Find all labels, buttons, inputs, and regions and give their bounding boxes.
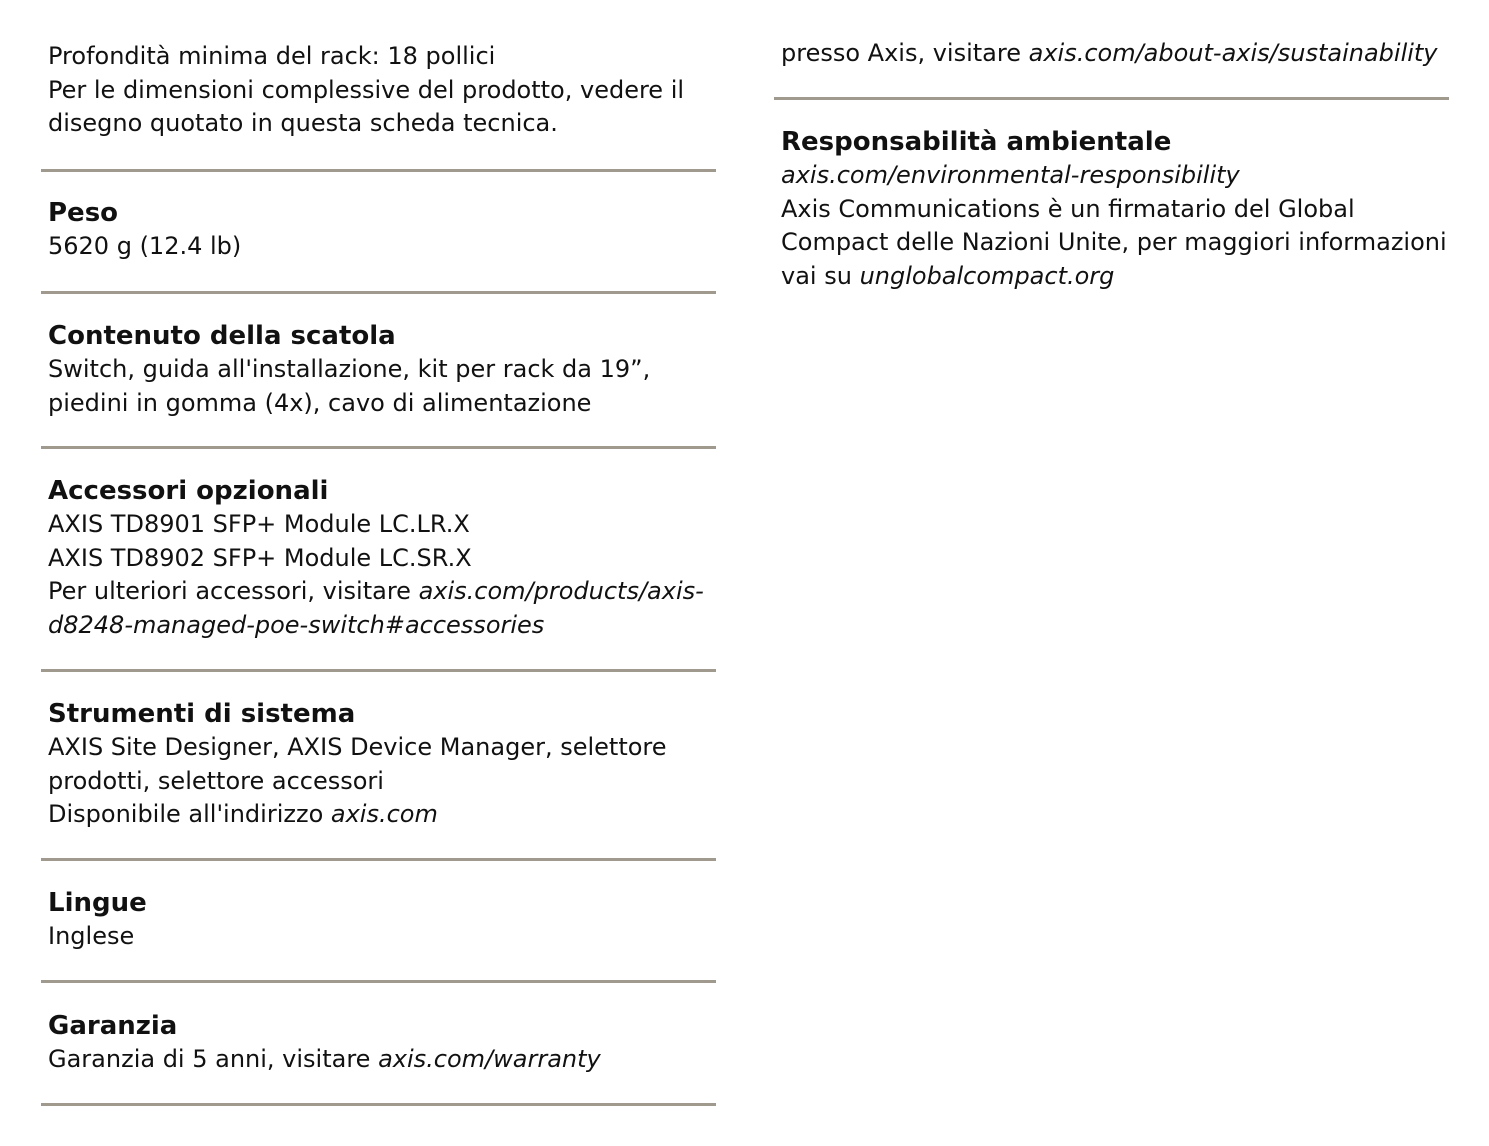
- languages-heading: Lingue: [48, 888, 147, 918]
- weight-section: [41, 196, 716, 264]
- accessory-item: AXIS TD8902 SFP+ Module LC.SR.X: [48, 543, 472, 572]
- environmental-responsibility-link[interactable]: axis.com/environmental-responsibility: [781, 161, 1240, 189]
- rack-depth-text: Profondità minima del rack: 18 pollici: [48, 42, 496, 70]
- system-tools-heading: Strumenti di sistema: [48, 699, 356, 729]
- optional-accessories-heading: Accessori opzionali: [48, 476, 329, 506]
- accessories-link[interactable]: axis.com/products/axis-: [418, 577, 704, 605]
- environmental-link-line: [774, 159, 1449, 193]
- environmental-responsibility-section: [774, 125, 1449, 293]
- box-contents-line-2: piedini in gomma (4x), cavo di alimentazione: [48, 388, 592, 417]
- global-compact-line-2: Compact delle Nazioni Unite, per maggiori informazioni: [781, 228, 1447, 256]
- accessories-link-continued[interactable]: d8248-managed-poe-switch#accessories: [48, 610, 545, 639]
- accessories-link-line: [41, 575, 716, 609]
- accessory-item: AXIS TD8901 SFP+ Module LC.LR.X: [48, 510, 470, 538]
- sustainability-prefix: presso Axis, visitare: [781, 39, 1029, 67]
- warranty-link[interactable]: axis.com/warranty: [378, 1045, 601, 1073]
- availability-prefix: Disponibile all'indirizzo: [48, 800, 331, 828]
- box-contents-section: [41, 319, 716, 420]
- weight-heading: Peso: [48, 198, 119, 228]
- sustainability-continuation: [774, 37, 1449, 71]
- system-tools-availability: [41, 798, 716, 832]
- system-tools-line-2: prodotti, selettore accessori: [48, 766, 384, 795]
- box-contents-heading: Contenuto della scatola: [48, 321, 396, 351]
- weight-value: 5620 g (12.4 lb): [48, 232, 242, 260]
- system-tools-section: [41, 697, 716, 832]
- languages-section: [41, 886, 716, 954]
- accessories-link-prefix: Per ulteriori accessori, visitare: [48, 577, 419, 605]
- global-compact-prefix: vai su: [781, 261, 860, 290]
- section-divider: [41, 858, 716, 861]
- warranty-heading: Garanzia: [48, 1011, 178, 1041]
- accessories-link-line-2: [41, 609, 716, 643]
- optional-accessories-section: [41, 474, 716, 642]
- warranty-text: [41, 1043, 716, 1077]
- global-compact-line-3: [774, 260, 1449, 294]
- section-divider: [41, 669, 716, 672]
- section-divider: [41, 1103, 716, 1106]
- dimensions-text-line-1: Per le dimensioni complessive del prodotto, vedere il: [48, 75, 685, 104]
- dimensions-text-line-2: disegno quotato in questa scheda tecnica.: [48, 109, 558, 137]
- section-divider: [41, 291, 716, 294]
- languages-value: Inglese: [48, 922, 135, 950]
- section-divider: [774, 97, 1449, 100]
- warranty-section: [41, 1009, 716, 1077]
- box-contents-line-1: Switch, guida all'installazione, kit per rack da 19”,: [48, 355, 651, 383]
- axis-link[interactable]: axis.com: [330, 800, 438, 828]
- sustainability-text: [774, 37, 1449, 71]
- warranty-prefix: Garanzia di 5 anni, visitare: [48, 1045, 379, 1073]
- unglobalcompact-link[interactable]: unglobalcompact.org: [859, 261, 1115, 290]
- section-divider: [41, 169, 716, 172]
- sustainability-link[interactable]: axis.com/about-axis/sustainability: [1028, 39, 1438, 67]
- section-divider: [41, 446, 716, 449]
- global-compact-line-1: Axis Communications è un firmatario del Global: [781, 194, 1355, 223]
- environmental-responsibility-heading: Responsabilità ambientale: [781, 127, 1172, 157]
- rack-depth-section: [41, 40, 716, 141]
- section-divider: [41, 980, 716, 983]
- system-tools-line-1: AXIS Site Designer, AXIS Device Manager, selettore: [48, 733, 667, 761]
